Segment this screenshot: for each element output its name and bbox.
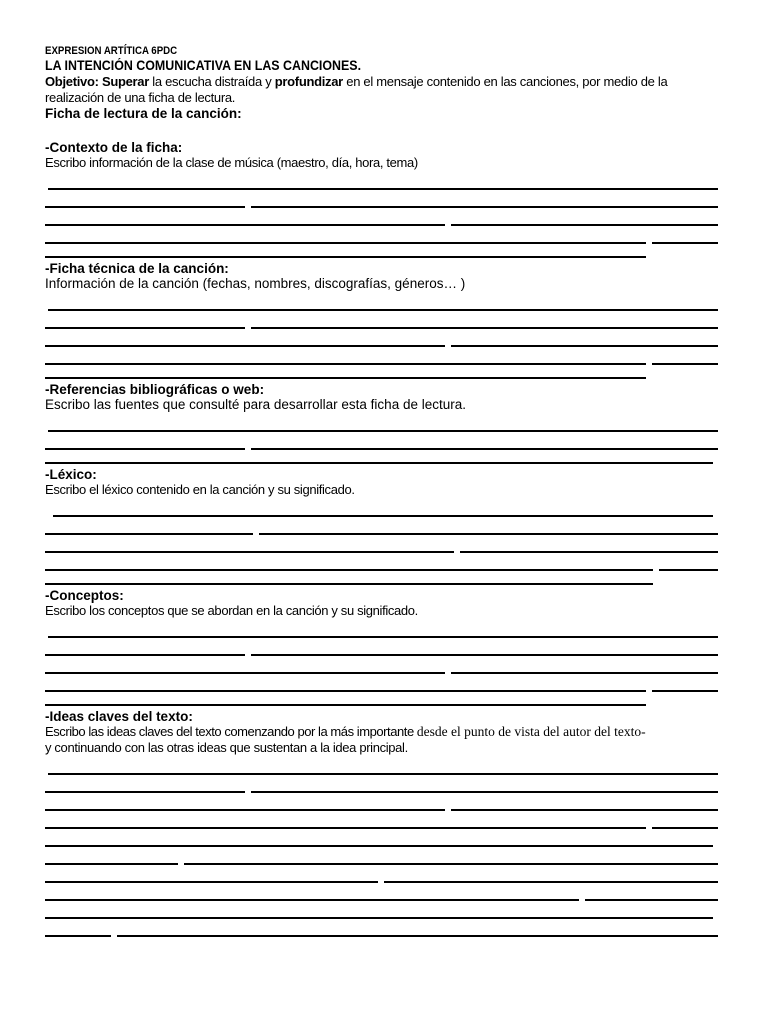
ficha-title: Ficha de lectura de la canción: <box>45 106 242 121</box>
answer-line[interactable] <box>45 922 720 940</box>
answer-line[interactable] <box>45 453 720 467</box>
section-description: Escribo el léxico contenido en la canción y su significado. <box>45 482 355 497</box>
section-contexto <box>45 140 720 261</box>
section-referencias <box>45 382 720 467</box>
answer-line[interactable] <box>45 538 720 556</box>
answer-line[interactable] <box>45 211 720 229</box>
course-label: EXPRESION ARTÍTICA 6PDC <box>45 45 178 57</box>
section-title: -Ficha técnica de la canción: <box>45 261 229 276</box>
answer-line[interactable] <box>45 641 720 659</box>
answer-line[interactable] <box>45 332 720 350</box>
answer-line[interactable] <box>45 247 720 261</box>
answer-line[interactable] <box>45 760 720 778</box>
objective-text <box>45 74 720 106</box>
answer-lines[interactable] <box>45 417 720 467</box>
answer-line[interactable] <box>45 623 720 641</box>
answer-lines[interactable] <box>45 502 720 588</box>
answer-line[interactable] <box>45 796 720 814</box>
section-title: -Léxico: <box>45 467 97 482</box>
answer-lines[interactable] <box>45 760 720 940</box>
answer-line[interactable] <box>45 832 720 850</box>
answer-line[interactable] <box>45 350 720 368</box>
section-title: -Ideas claves del texto: <box>45 709 193 724</box>
answer-line[interactable] <box>45 574 720 588</box>
answer-line[interactable] <box>45 193 720 211</box>
answer-line[interactable] <box>45 229 720 247</box>
section-description-part: desde el punto de vista del autor del texto- <box>416 724 646 739</box>
answer-lines[interactable] <box>45 296 720 382</box>
answer-line[interactable] <box>45 556 720 574</box>
answer-line[interactable] <box>45 850 720 868</box>
section-title: -Conceptos: <box>45 588 124 603</box>
objective-text-2: en el mensaje contenido en las canciones, por medio de la realización de una ficha de lectura. <box>45 74 668 105</box>
section-lexico <box>45 467 720 588</box>
answer-line[interactable] <box>45 659 720 677</box>
answer-line[interactable] <box>45 814 720 832</box>
answer-line[interactable] <box>45 886 720 904</box>
section-description: Escribo las fuentes que consulté para desarrollar esta ficha de lectura. <box>45 397 466 412</box>
answer-line[interactable] <box>45 778 720 796</box>
objective-label: Objetivo: <box>45 74 99 89</box>
section-description: y continuando con las otras ideas que sustentan a la idea principal. <box>45 740 408 755</box>
objective-keyword-2: profundizar <box>274 74 343 89</box>
answer-line[interactable] <box>45 296 720 314</box>
section-description-part: Escribo las ideas claves del texto comenzando por la más importante <box>45 724 417 739</box>
answer-line[interactable] <box>45 368 720 382</box>
answer-line[interactable] <box>45 417 720 435</box>
section-title: -Referencias bibliográficas o web: <box>45 382 265 397</box>
section-description: Escribo los conceptos que se abordan en la canción y su significado. <box>45 603 418 618</box>
worksheet-page <box>45 44 720 940</box>
answer-line[interactable] <box>45 868 720 886</box>
answer-line[interactable] <box>45 904 720 922</box>
section-conceptos <box>45 588 720 709</box>
answer-line[interactable] <box>45 502 720 520</box>
answer-line[interactable] <box>45 435 720 453</box>
section-ideas-claves <box>45 709 720 940</box>
section-description: Información de la canción (fechas, nombres, discografías, géneros… ) <box>45 276 466 291</box>
answer-line[interactable] <box>45 695 720 709</box>
answer-line[interactable] <box>45 314 720 332</box>
section-ficha-tecnica <box>45 261 720 382</box>
section-description <box>45 724 720 740</box>
section-description: Escribo información de la clase de música (maestro, día, hora, tema) <box>45 155 418 170</box>
section-title: -Contexto de la ficha: <box>45 140 183 155</box>
objective-keyword-1: Superar <box>101 74 149 89</box>
answer-line[interactable] <box>45 520 720 538</box>
objective-text-1: la escucha distraída y <box>148 74 275 89</box>
answer-lines[interactable] <box>45 175 720 261</box>
answer-line[interactable] <box>45 677 720 695</box>
answer-line[interactable] <box>45 175 720 193</box>
answer-lines[interactable] <box>45 623 720 709</box>
worksheet-title: LA INTENCIÓN COMUNICATIVA EN LAS CANCIONES. <box>45 58 362 73</box>
